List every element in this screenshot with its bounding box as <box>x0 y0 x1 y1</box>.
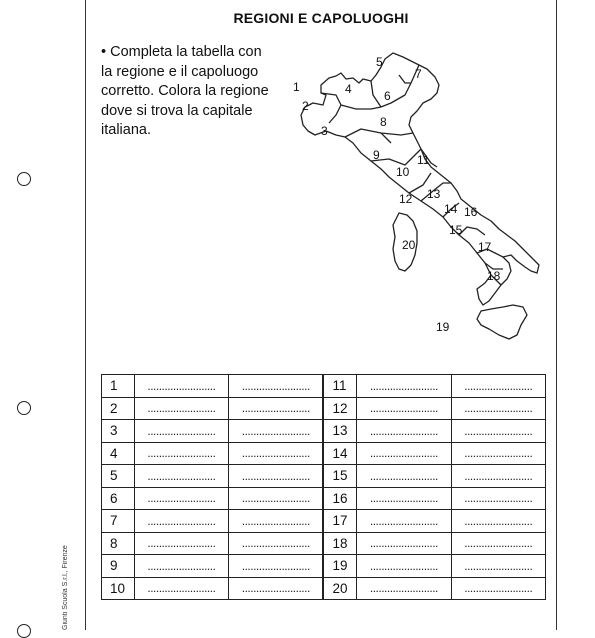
row-number-left: 10 <box>102 577 135 600</box>
table-row <box>102 442 546 465</box>
row-number-right: 16 <box>323 487 356 510</box>
region-blank-right[interactable]: ........................ <box>357 442 451 465</box>
row-number-left: 3 <box>102 420 135 443</box>
row-number-right: 13 <box>323 420 356 443</box>
region-blank-left[interactable]: ........................ <box>134 487 228 510</box>
table-row <box>102 487 546 510</box>
capital-blank-right[interactable]: ........................ <box>451 510 545 533</box>
table-row <box>102 420 546 443</box>
map-label-6: 6 <box>384 89 391 103</box>
region-blank-left[interactable]: ........................ <box>134 420 228 443</box>
region-blank-left[interactable]: ........................ <box>134 577 228 600</box>
region-blank-right[interactable]: ........................ <box>357 487 451 510</box>
map-label-19: 19 <box>436 320 450 334</box>
map-label-13: 13 <box>427 187 441 201</box>
row-number-left: 1 <box>102 375 135 398</box>
table-row <box>102 577 546 600</box>
capital-blank-right[interactable]: ........................ <box>451 465 545 488</box>
capital-blank-right[interactable]: ........................ <box>451 397 545 420</box>
publisher-credit: Giunti Scuola S.r.l., Firenze <box>62 545 69 630</box>
row-number-left: 8 <box>102 532 135 555</box>
map-label-16: 15 <box>449 223 463 237</box>
region-blank-right[interactable]: ........................ <box>357 375 451 398</box>
capital-blank-left[interactable]: ........................ <box>229 442 324 465</box>
map-label-10: 10 <box>396 165 410 179</box>
capital-blank-right[interactable]: ........................ <box>451 375 545 398</box>
region-blank-left[interactable]: ........................ <box>134 532 228 555</box>
table-row <box>102 465 546 488</box>
map-label-5: 5 <box>376 55 383 69</box>
answer-table <box>101 374 546 600</box>
capital-blank-right[interactable]: ........................ <box>451 442 545 465</box>
capital-blank-left[interactable]: ........................ <box>229 465 324 488</box>
map-label-12: 12 <box>399 192 413 206</box>
table-row <box>102 375 546 398</box>
row-number-right: 15 <box>323 465 356 488</box>
binder-hole-top <box>17 172 31 186</box>
row-number-left: 6 <box>102 487 135 510</box>
binder-hole-middle <box>17 401 31 415</box>
map-label-8: 8 <box>380 115 387 129</box>
row-number-right: 20 <box>323 577 356 600</box>
table-row <box>102 532 546 555</box>
capital-blank-right[interactable]: ........................ <box>451 420 545 443</box>
map-label-2: 2 <box>302 99 309 113</box>
capital-blank-right[interactable]: ........................ <box>451 487 545 510</box>
map-label-11: 11 <box>417 153 430 167</box>
capital-blank-left[interactable]: ........................ <box>229 420 324 443</box>
region-blank-right[interactable]: ........................ <box>357 420 451 443</box>
capital-blank-left[interactable]: ........................ <box>229 532 324 555</box>
italy-regions-map <box>281 43 551 348</box>
region-blank-right[interactable]: ........................ <box>357 532 451 555</box>
worksheet <box>85 0 557 630</box>
region-blank-left[interactable]: ........................ <box>134 375 228 398</box>
capital-blank-left[interactable]: ........................ <box>229 577 324 600</box>
capital-blank-left[interactable]: ........................ <box>229 555 324 578</box>
map-label-4: 4 <box>345 82 352 96</box>
region-blank-left[interactable]: ........................ <box>134 510 228 533</box>
row-number-right: 14 <box>323 442 356 465</box>
capital-blank-left[interactable]: ........................ <box>229 487 324 510</box>
region-blank-left[interactable]: ........................ <box>134 465 228 488</box>
binder-hole-bottom <box>17 624 31 638</box>
row-number-left: 9 <box>102 555 135 578</box>
region-blank-left[interactable]: ........................ <box>134 442 228 465</box>
map-label-20: 20 <box>402 238 416 252</box>
map-label-3: 3 <box>321 124 328 138</box>
region-blank-right[interactable]: ........................ <box>357 577 451 600</box>
row-number-right: 19 <box>323 555 356 578</box>
capital-blank-left[interactable]: ........................ <box>229 397 324 420</box>
row-number-right: 12 <box>323 397 356 420</box>
region-blank-right[interactable]: ........................ <box>357 555 451 578</box>
map-label-7: 7 <box>415 67 422 81</box>
row-number-left: 7 <box>102 510 135 533</box>
capital-blank-right[interactable]: ........................ <box>451 555 545 578</box>
capital-blank-left[interactable]: ........................ <box>229 375 324 398</box>
instructions: • Completa la tabella con la regione e il capoluogo corretto. Colora la regione dove si trova la capitale italiana. <box>101 44 269 138</box>
row-number-left: 5 <box>102 465 135 488</box>
region-blank-left[interactable]: ........................ <box>134 555 228 578</box>
table-row <box>102 510 546 533</box>
row-number-left: 4 <box>102 442 135 465</box>
map-label-17: 17 <box>478 240 492 254</box>
map-label-18: 18 <box>487 269 501 283</box>
row-number-right: 17 <box>323 510 356 533</box>
map-label-15: 16 <box>464 205 478 219</box>
row-number-left: 2 <box>102 397 135 420</box>
region-blank-right[interactable]: ........................ <box>357 465 451 488</box>
region-blank-left[interactable]: ........................ <box>134 397 228 420</box>
page-title: REGIONI E CAPOLUOGHI <box>233 10 409 26</box>
map-label-1: 1 <box>293 80 300 94</box>
row-number-right: 11 <box>323 375 356 398</box>
row-number-right: 18 <box>323 532 356 555</box>
region-blank-right[interactable]: ........................ <box>357 510 451 533</box>
region-blank-right[interactable]: ........................ <box>357 397 451 420</box>
capital-blank-left[interactable]: ........................ <box>229 510 324 533</box>
capital-blank-right[interactable]: ........................ <box>451 577 545 600</box>
map-label-9: 9 <box>373 148 380 162</box>
capital-blank-right[interactable]: ........................ <box>451 532 545 555</box>
table-row <box>102 397 546 420</box>
table-row <box>102 555 546 578</box>
map-label-14: 14 <box>444 202 458 216</box>
